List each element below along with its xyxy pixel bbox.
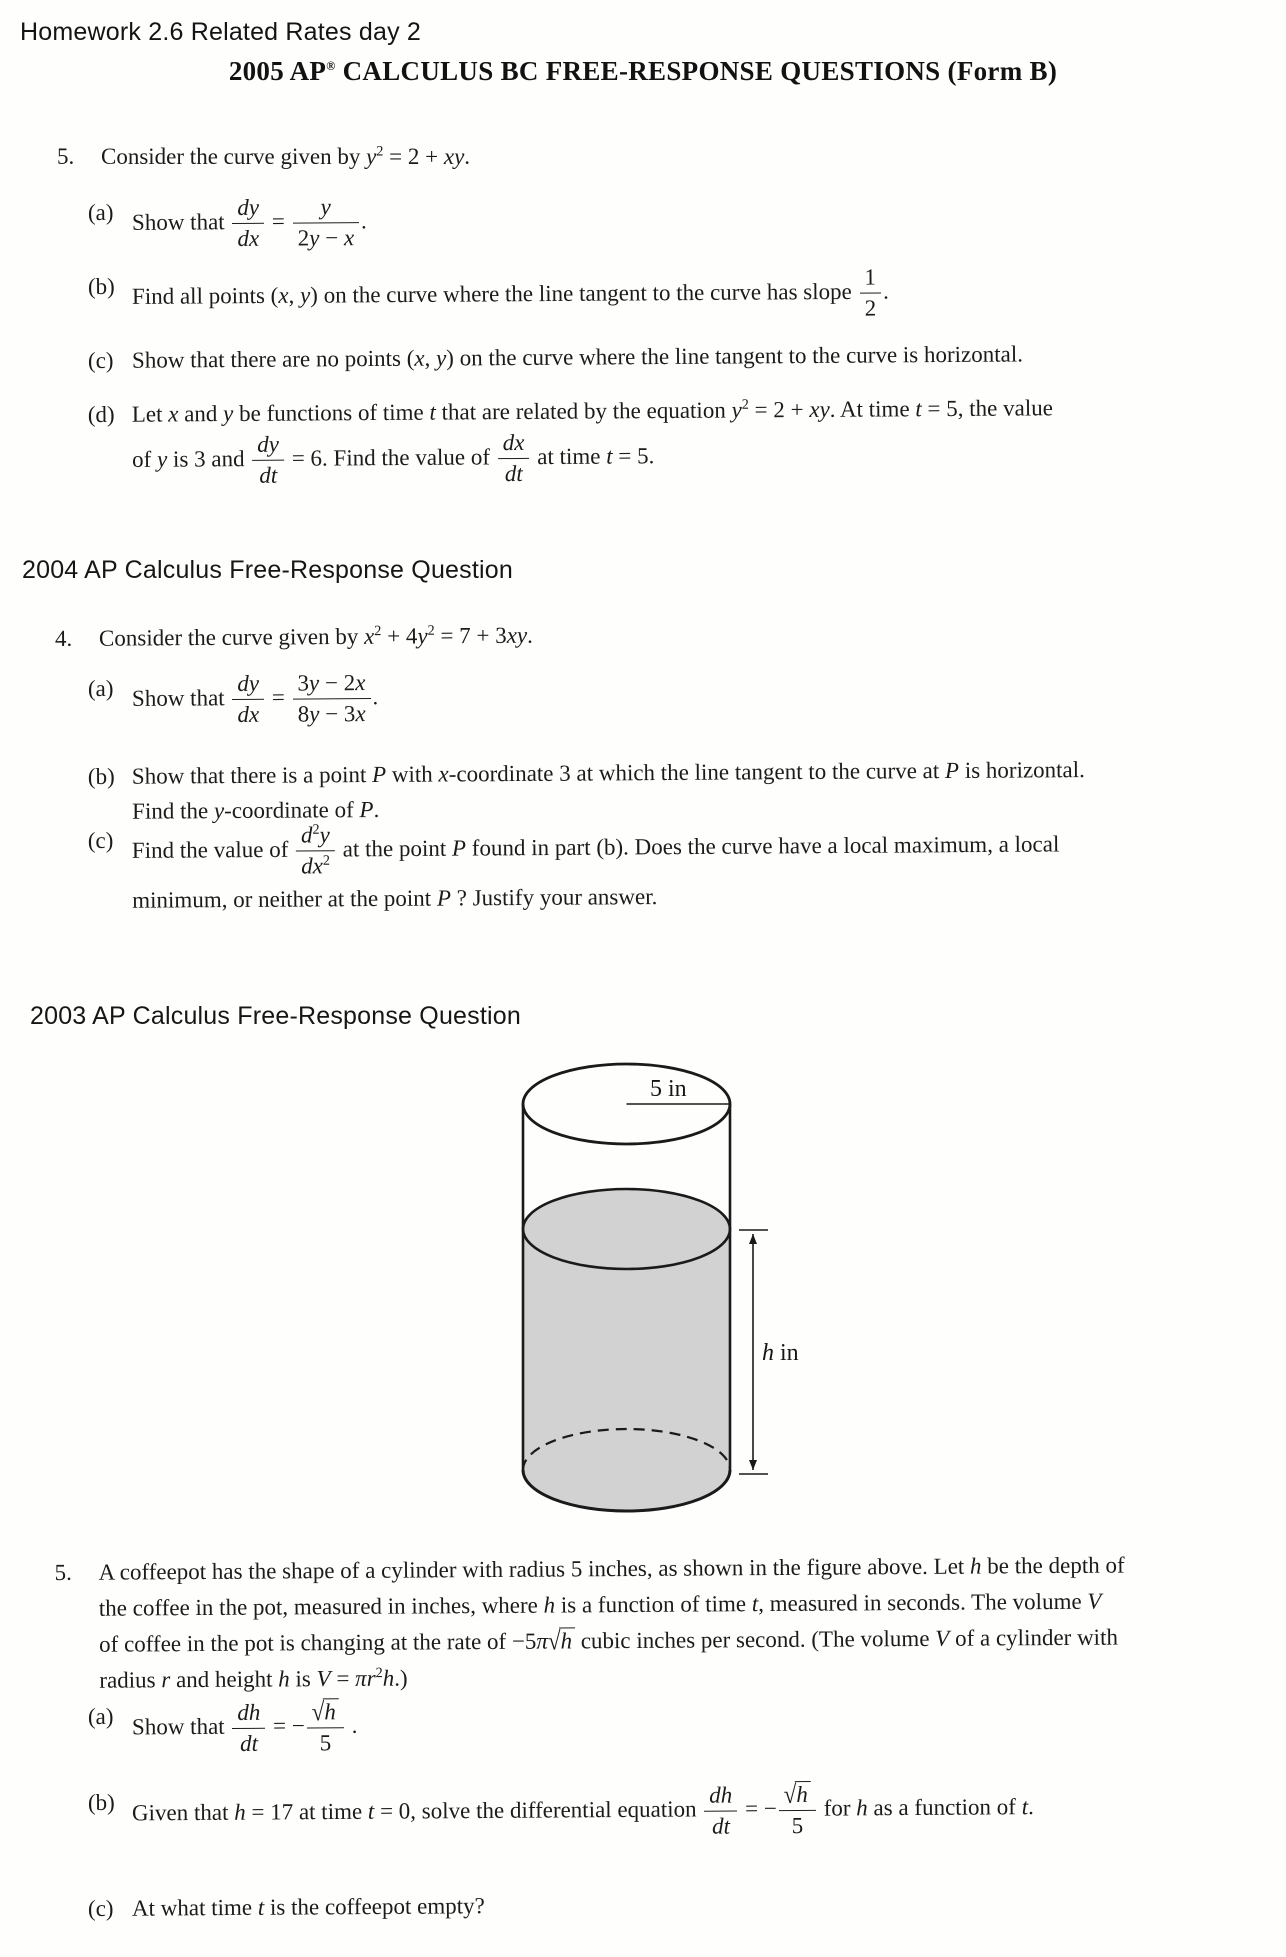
- math-var: dx: [502, 429, 525, 456]
- superscript: ®: [326, 59, 336, 73]
- text-line: radius r and height h is $V = \pi r^2h$.): [99, 1665, 408, 1693]
- text-line: of coffee in the pot is changing at the rate of −5π√h cubic inches per second. (The volume V of a cylinder with: [99, 1624, 1119, 1657]
- math-var: y: [366, 144, 377, 169]
- part-content: [132, 753, 1085, 828]
- math-var: t: [915, 396, 922, 422]
- question-2005-part-a: [88, 194, 367, 254]
- math-var: t: [429, 399, 436, 425]
- math-var: h: [234, 1799, 246, 1825]
- text-line: A coffeepot has the shape of a cylinder with radius 5 inches, as shown in the figure above. Let h be the depth of: [98, 1552, 1125, 1585]
- superscript: 2: [374, 623, 382, 640]
- math-var: dy: [257, 431, 280, 457]
- fraction: [230, 671, 266, 729]
- math-var: y: [309, 225, 320, 251]
- fraction: [496, 430, 532, 488]
- math-var: π: [355, 1665, 367, 1691]
- fraction-numerator: [232, 1699, 265, 1728]
- math-var: y: [308, 670, 320, 696]
- question-2005-part-d: [88, 391, 1054, 491]
- math-var: xy: [443, 144, 465, 169]
- math-var: h: [324, 1699, 336, 1725]
- fraction: [702, 1782, 739, 1840]
- math-var: t: [367, 1798, 375, 1824]
- part-label: (b): [87, 273, 115, 299]
- math-var: y: [320, 194, 331, 220]
- math-var: P: [944, 757, 960, 784]
- question-2004-part-c: [88, 817, 1060, 917]
- height-label: h in: [762, 1340, 799, 1366]
- fraction-denominator: 5: [779, 1810, 816, 1840]
- math-var: x: [168, 401, 179, 427]
- part-content: [132, 337, 1023, 376]
- math-var: dh: [709, 1782, 733, 1808]
- fraction-numerator: 3y − 2x: [297, 670, 366, 696]
- fraction-numerator: [252, 432, 284, 461]
- question-2005-part-c: [88, 337, 1023, 377]
- fraction: [777, 1781, 819, 1840]
- radicand: [559, 1627, 575, 1653]
- part-label: 5.: [57, 144, 75, 169]
- question-2005-part-b: [88, 264, 889, 327]
- text-line: Consider the curve given by $y^2 = 2$ + xy.: [101, 143, 471, 169]
- math-var: y: [435, 345, 447, 371]
- text-line: Find all points (x, y) on the curve where the line tangent to the curve has slope $\frac{1}{2}$ .: [131, 264, 889, 322]
- part-content: [132, 194, 367, 254]
- math-var: y: [417, 623, 428, 649]
- radical-sign: √: [311, 1697, 325, 1726]
- text-line: Consider the curve given by $x^2 + 4y^2 = 7 + 3xy$.: [98, 622, 533, 651]
- part-content: [99, 619, 533, 655]
- math-var: P: [451, 835, 467, 861]
- fraction-denominator: 2: [860, 293, 882, 323]
- text-line: Show that there is a point P with x-coordinate 3 at which the line tangent to the curve at P is horizontal.: [131, 757, 1085, 789]
- math-var: x: [278, 282, 289, 308]
- worksheet-title: Homework 2.6 Related Rates day 2: [20, 18, 422, 46]
- text-line: Given that h = 17 at time t = 0, solve the differential equation $\frac{dh}{dt}$ = − $\frac{√h}{5}$ for h as a function of t.: [131, 1780, 1034, 1839]
- math-var: xy: [506, 622, 528, 648]
- question-2004-part-a: [88, 670, 379, 730]
- math-var: π: [536, 1628, 548, 1654]
- text-line: Show that there are no points (x, y) on the curve where the line tangent to the curve is horizontal.: [131, 341, 1024, 373]
- text-line: minimum, or neither at the point P ? Justify your answer.: [132, 883, 658, 913]
- fraction-denominator: [498, 458, 530, 488]
- math-var: P: [436, 885, 452, 911]
- math-var: x: [355, 670, 366, 696]
- math-var: h: [856, 1795, 868, 1821]
- square-root: [547, 1626, 575, 1656]
- part-content: [99, 1549, 1126, 1698]
- fraction-numerator: [292, 194, 359, 223]
- math-var: dy: [237, 194, 260, 220]
- math-var: V: [316, 1666, 331, 1692]
- math-var: x: [343, 225, 355, 251]
- fraction: [230, 1699, 267, 1757]
- fraction-numerator: 1: [864, 264, 877, 290]
- math-var: y: [223, 400, 234, 427]
- fraction-denominator: [296, 851, 335, 881]
- math-var: x: [414, 345, 425, 371]
- fraction-numerator: [704, 1782, 737, 1811]
- fraction: [305, 1698, 347, 1757]
- text-line: Let x and y be functions of time t that are related by the equation $y^2 = 2$ + xy. At time t = 5, the value: [131, 395, 1053, 427]
- math-var: h: [560, 1628, 573, 1654]
- math-var: y: [309, 701, 320, 727]
- math-var: t: [257, 1894, 265, 1920]
- math-var: P: [359, 797, 374, 823]
- math-var: t: [751, 1591, 759, 1617]
- superscript: 2: [322, 853, 331, 870]
- math-var: x: [438, 761, 449, 787]
- math-var: dh: [237, 1699, 261, 1725]
- math-var: dt: [711, 1813, 730, 1839]
- part-content: [132, 817, 1060, 916]
- math-var: x: [363, 623, 375, 649]
- superscript: 2: [312, 821, 320, 838]
- part-label: (c): [87, 1895, 114, 1921]
- part-label: (c): [87, 827, 114, 854]
- math-var: dt: [504, 461, 523, 487]
- fraction-denominator: [232, 223, 264, 253]
- part-label: (b): [87, 1789, 115, 1815]
- fraction-numerator: [307, 1698, 344, 1728]
- fraction-denominator: 8y − 3x: [293, 698, 371, 728]
- text-line: Show that $\frac{dy}{dx}$ = $\frac{y}{2y - x}$ .: [131, 194, 367, 252]
- part-content: [132, 391, 1054, 490]
- math-var: V: [1087, 1588, 1102, 1614]
- fraction: [250, 432, 286, 490]
- math-var: d: [300, 822, 313, 848]
- fraction-denominator: 5: [307, 1728, 344, 1758]
- math-var: dx: [237, 226, 260, 252]
- square-root: [312, 1698, 339, 1724]
- math-var: dt: [259, 463, 278, 489]
- superscript: 2: [376, 143, 384, 160]
- math-var: y: [213, 798, 225, 824]
- fraction: [230, 195, 266, 253]
- question-2003-intro: [55, 1549, 1126, 1698]
- text-line: of y is 3 and $\frac{dy}{dt}$ = 6. Find the value of $\frac{dx}{dt}$ at time t = 5.: [132, 429, 655, 489]
- question-2003-part-b: [88, 1779, 1034, 1844]
- text-line: Find the y-coordinate of P.: [132, 796, 380, 824]
- math-var: y: [299, 282, 311, 308]
- math-var: h: [543, 1592, 556, 1618]
- math-var: xy: [809, 396, 830, 422]
- question-2003-part-a: [88, 1698, 358, 1759]
- math-var: r: [366, 1665, 376, 1691]
- math-var: y: [319, 822, 330, 848]
- math-var: h: [278, 1666, 290, 1692]
- question-2005-intro: [57, 140, 470, 173]
- superscript: 2: [741, 396, 749, 413]
- part-label: (c): [87, 347, 114, 373]
- question-2004-part-b: [88, 753, 1085, 828]
- fraction-denominator: [232, 699, 264, 729]
- math-var: y: [731, 397, 742, 423]
- radical-sign: √: [547, 1626, 561, 1656]
- math-var: y: [156, 446, 168, 472]
- text-line: Find the value of $\frac{d^2y}{dx^2}$ at the point P found in part (b). Does the curve have a local maximum, a local: [131, 821, 1060, 879]
- height-dim-arrow-down: [749, 1460, 757, 1470]
- math-var: h: [382, 1665, 395, 1691]
- part-label: (b): [87, 763, 115, 790]
- math-var: t: [606, 443, 613, 469]
- fraction-numerator: [232, 195, 264, 224]
- section-heading-2004: 2004 AP Calculus Free-Response Question: [22, 556, 513, 584]
- radicand: [795, 1781, 811, 1807]
- math-var: t: [1021, 1794, 1029, 1820]
- math-var: r: [161, 1667, 171, 1693]
- text-line: Show that $\frac{dh}{dt}$ = − $\frac{√h}{5}$ .: [131, 1697, 358, 1756]
- text-line: the coffee in the pot, measured in inches, where h is a function of time t, measured in seconds. The volume V: [98, 1588, 1102, 1621]
- part-content: [132, 1889, 485, 1924]
- superscript: 2: [427, 622, 435, 639]
- part-label: (a): [87, 1703, 114, 1729]
- part-content: [132, 264, 889, 327]
- math-var: dx: [301, 853, 324, 879]
- math-var: dt: [239, 1730, 259, 1756]
- math-var: h: [969, 1553, 982, 1579]
- coffeepot-figure: [500, 1052, 820, 1532]
- exam-title-2005: 2005 AP® CALCULUS BC FREE-RESPONSE QUESTIONS (Form B): [228, 56, 1058, 86]
- math-var: dx: [237, 702, 260, 728]
- radius-label: 5 in: [650, 1076, 687, 1102]
- fraction-denominator: [232, 1728, 265, 1758]
- fraction: [290, 194, 361, 252]
- fraction-denominator: [252, 460, 284, 490]
- fraction: [290, 670, 372, 728]
- fraction-numerator: [498, 430, 530, 459]
- radical-sign: √: [783, 1780, 797, 1809]
- square-root: [784, 1781, 811, 1807]
- math-var: dy: [237, 670, 260, 696]
- fraction-denominator: [704, 1810, 737, 1840]
- coffee-liquid-body: [523, 1229, 730, 1511]
- part-label: 4.: [54, 625, 73, 651]
- height-dim-arrow-up: [749, 1234, 757, 1244]
- math-var: x: [355, 701, 366, 727]
- math-var: h: [796, 1781, 808, 1808]
- part-label: (a): [87, 675, 114, 701]
- part-content: [132, 670, 379, 730]
- radicand: [323, 1698, 339, 1724]
- part-content: [132, 1698, 358, 1758]
- superscript: 2: [375, 1665, 383, 1682]
- text-line: At what time t is the coffeepot empty?: [131, 1893, 485, 1921]
- math-var: V: [935, 1625, 950, 1651]
- text-line: Show that $\frac{dy}{dx}$ = $\frac{3y - 2x}{8y - 3x}$ .: [131, 670, 379, 728]
- section-heading-2003: 2003 AP Calculus Free-Response Question: [30, 1002, 521, 1030]
- part-label: 5.: [54, 1559, 72, 1586]
- fraction-denominator: 2y − x: [293, 223, 360, 253]
- question-2004-intro: [55, 619, 533, 655]
- fraction-numerator: [296, 822, 335, 851]
- fraction: [857, 264, 883, 322]
- fraction-numerator: [779, 1781, 816, 1811]
- part-label: (a): [87, 199, 114, 225]
- fraction: [294, 822, 337, 880]
- part-content: [101, 140, 470, 173]
- coffee-surface-ellipse: [523, 1189, 730, 1269]
- math-var: P: [371, 761, 387, 788]
- part-content: [132, 1779, 1034, 1844]
- fraction-numerator: [232, 671, 264, 700]
- part-label: (d): [87, 401, 115, 428]
- question-2003-part-c: [88, 1889, 485, 1925]
